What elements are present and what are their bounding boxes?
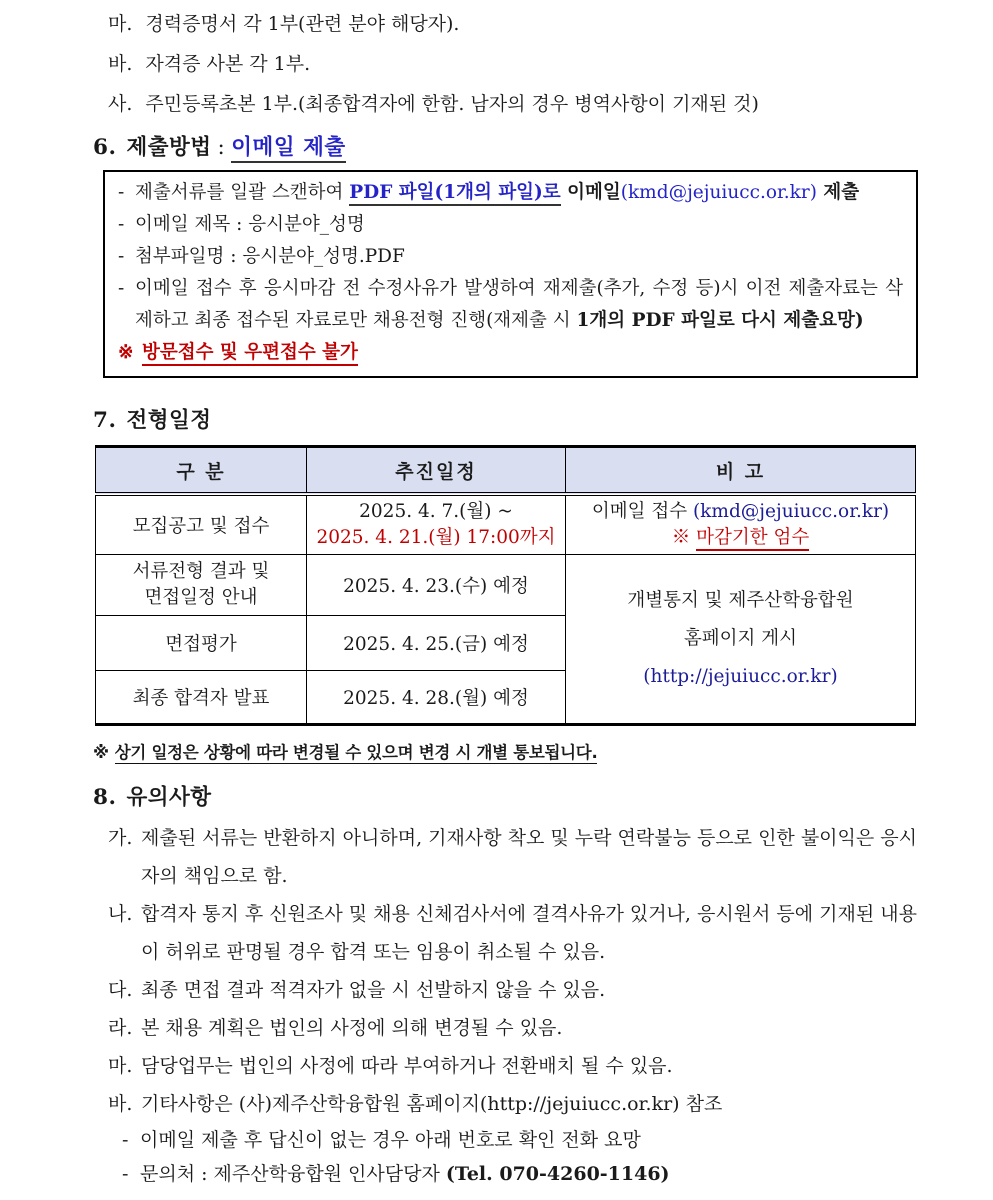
item-label: 사. bbox=[108, 93, 133, 115]
note-text: 이메일 접수 bbox=[591, 501, 693, 522]
table-header-row bbox=[96, 447, 916, 495]
box-text: 제출서류를 일괄 스캔하여 bbox=[135, 182, 350, 203]
item-text: 담당업무는 법인의 사정에 따라 부여하거나 전환배치 될 수 있음. bbox=[141, 1055, 673, 1077]
notice-item bbox=[93, 1047, 917, 1085]
section8-heading bbox=[93, 783, 917, 813]
row-category: 최종 합격자 발표 bbox=[96, 671, 307, 725]
box-text: 첨부파일명 : 응시분야_성명.PDF bbox=[135, 246, 405, 267]
item-text: 자격증 사본 각 1부. bbox=[145, 53, 311, 75]
item-text: 최종 면접 결과 적격자가 없을 시 선발하지 않을 수 있음. bbox=[141, 979, 606, 1001]
notice-item bbox=[93, 1085, 917, 1123]
no-visit-mail-warning: 방문접수 및 우편접수 불가 bbox=[142, 342, 358, 366]
pdf-file-link[interactable]: PDF 파일(1개의 파일)로 bbox=[349, 182, 560, 206]
dash-bullet: - bbox=[118, 246, 125, 267]
row-date: 2025. 4. 28.(월) 예정 bbox=[307, 671, 566, 725]
notice-subitem bbox=[93, 1123, 917, 1157]
item-text: 경력증명서 각 1부(관련 분야 해당자). bbox=[145, 13, 460, 35]
date-deadline: 2025. 4. 21.(월) 17:00까지 bbox=[316, 527, 556, 548]
item-label: 바. bbox=[108, 53, 133, 75]
homepage-url-link[interactable]: (http://jejuiucc.or.kr) bbox=[643, 666, 838, 687]
footnote-text: 상기 일정은 상황에 따라 변경될 수 있으며 변경 시 개별 통보됩니다. bbox=[114, 743, 598, 762]
attachment-item bbox=[93, 4, 917, 44]
asterisk-mark-icon: ※ bbox=[671, 527, 697, 548]
box-text: 이메일 bbox=[560, 182, 621, 203]
section7-heading bbox=[93, 406, 917, 436]
box-line-resubmit bbox=[118, 273, 903, 337]
date-start: 2025. 4. 7.(월) ~ bbox=[359, 501, 513, 522]
dash-bullet: - bbox=[118, 278, 125, 299]
email-submit-link[interactable]: 이메일 제출 bbox=[231, 135, 345, 163]
item-label: 라. bbox=[108, 1017, 133, 1039]
notice-item bbox=[93, 971, 917, 1009]
col-header-date: 추진일정 bbox=[307, 447, 566, 495]
table-row bbox=[96, 494, 916, 555]
section-title: 제출방법 bbox=[126, 135, 212, 160]
notice-item bbox=[93, 819, 917, 895]
submission-method-box bbox=[103, 170, 918, 378]
box-line-scan bbox=[118, 177, 903, 209]
shared-note-cell bbox=[566, 555, 916, 725]
note-line: 홈페이지 게시 bbox=[683, 628, 798, 649]
section-number: 8. bbox=[93, 785, 117, 810]
note-line: 개별통지 및 제주산학융합원 bbox=[627, 590, 854, 611]
section6-heading bbox=[93, 133, 917, 163]
contact-text: 문의처 : 제주산학융합원 인사담당자 bbox=[140, 1163, 446, 1185]
asterisk-mark-icon: ※ bbox=[93, 743, 109, 762]
box-text: 이메일 접수 후 응시마감 전 수정사유가 발생하여 재제출(추가, 수정 등)시 이전 제출자료는 삭제하고 최종 접수된 자료로만 채용전형 진행(재제출 시 bbox=[135, 278, 903, 331]
col-header-category: 구 분 bbox=[96, 447, 307, 495]
row-category: 면접평가 bbox=[96, 616, 307, 671]
item-label: 가. bbox=[108, 827, 133, 849]
box-text: 이메일 제목 : 응시분야_성명 bbox=[135, 214, 365, 235]
schedule-change-footnote bbox=[93, 739, 917, 763]
notice-item bbox=[93, 1009, 917, 1047]
item-label: 나. bbox=[108, 903, 133, 925]
item-text: 이메일 제출 후 답신이 없는 경우 아래 번호로 확인 전화 요망 bbox=[140, 1129, 641, 1151]
item-text: 기타사항은 (사)제주산학융합원 홈페이지(http://jejuiucc.or.kr) 참조 bbox=[141, 1093, 723, 1115]
box-text: 제출 bbox=[816, 182, 860, 203]
row-note bbox=[566, 494, 916, 555]
dash-bullet: - bbox=[122, 1163, 129, 1185]
notice-item bbox=[93, 895, 917, 971]
attachment-item bbox=[93, 44, 917, 84]
box-line-warning bbox=[118, 337, 903, 369]
section-title: 유의사항 bbox=[126, 785, 212, 810]
contact-phone: (Tel. 070-4260-1146) bbox=[445, 1163, 670, 1185]
item-label: 마. bbox=[108, 13, 133, 35]
table-row bbox=[96, 555, 916, 616]
item-text: 제출된 서류는 반환하지 아니하며, 기재사항 착오 및 누락 연락불능 등으로 인한 불이익은 응시자의 책임으로 함. bbox=[141, 827, 917, 887]
dash-bullet: - bbox=[122, 1129, 129, 1151]
item-label: 마. bbox=[108, 1055, 133, 1077]
section-title: 전형일정 bbox=[126, 408, 212, 433]
item-label: 바. bbox=[108, 1093, 133, 1115]
row-category: 서류전형 결과 및 면접일정 안내 bbox=[96, 555, 307, 616]
deadline-warning: 마감기한 엄수 bbox=[696, 527, 809, 551]
item-text: 본 채용 계획은 법인의 사정에 의해 변경될 수 있음. bbox=[141, 1017, 563, 1039]
dash-bullet: - bbox=[118, 182, 125, 203]
section-number: 6. bbox=[93, 135, 117, 160]
email-address-link[interactable]: (kmd@jejuiucc.or.kr) bbox=[692, 501, 890, 522]
row-date bbox=[307, 494, 566, 555]
item-text: 주민등록초본 1부.(최종합격자에 한함. 남자의 경우 병역사항이 기재된 것) bbox=[145, 93, 759, 115]
row-date: 2025. 4. 23.(수) 예정 bbox=[307, 555, 566, 616]
item-label: 다. bbox=[108, 979, 133, 1001]
box-line-subject bbox=[118, 209, 903, 241]
schedule-table bbox=[95, 445, 916, 726]
row-date: 2025. 4. 25.(금) 예정 bbox=[307, 616, 566, 671]
asterisk-mark-icon: ※ bbox=[118, 342, 134, 363]
col-header-note: 비 고 bbox=[566, 447, 916, 495]
box-line-filename bbox=[118, 241, 903, 273]
section-number: 7. bbox=[93, 408, 117, 433]
dash-bullet: - bbox=[118, 214, 125, 235]
attachment-item bbox=[93, 84, 917, 124]
notice-list bbox=[93, 819, 917, 1191]
email-address-link[interactable]: (kmd@jejuiucc.or.kr) bbox=[620, 182, 817, 203]
row-category: 모집공고 및 접수 bbox=[96, 494, 307, 555]
attachment-list bbox=[93, 4, 917, 124]
notice-subitem bbox=[93, 1157, 917, 1191]
box-text-bold: ) bbox=[854, 310, 864, 331]
separator: : bbox=[217, 135, 226, 160]
item-text: 합격자 통지 후 신원조사 및 채용 신체검사서에 결격사유가 있거나, 응시원서 등에 기재된 내용이 허위로 판명될 경우 합격 또는 임용이 취소될 수 있음. bbox=[141, 903, 917, 963]
box-text-bold: 1개의 PDF 파일로 다시 제출요망 bbox=[576, 310, 855, 331]
